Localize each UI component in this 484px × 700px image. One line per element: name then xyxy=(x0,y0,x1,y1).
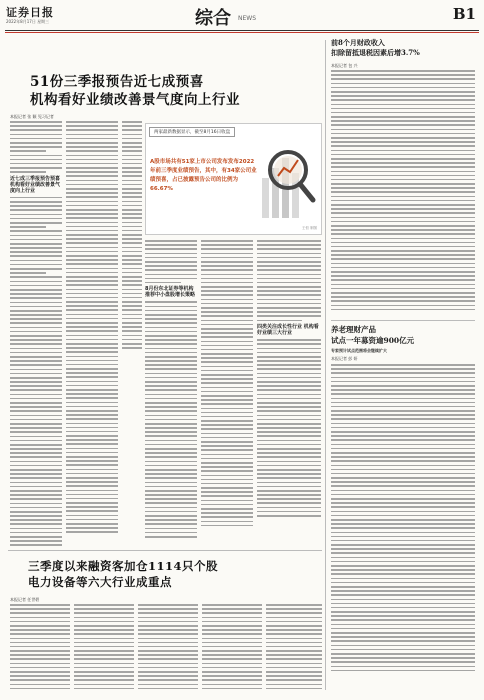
main-headline-line2: 机构看好业绩改善景气度向上行业 xyxy=(30,92,240,108)
main-column-1 xyxy=(10,121,62,546)
lower-story-divider xyxy=(8,550,322,551)
section-en: NEWS xyxy=(238,15,257,22)
main-column-3-narrow xyxy=(122,121,142,361)
lower-column-3 xyxy=(138,604,198,692)
main-column-3 xyxy=(145,240,197,546)
side-top-headline-line2: 扣除留抵退税因素后增3.7% xyxy=(331,48,420,57)
main-subhead-4: 四类关注成长性行业 机构看好业绩三大行业 xyxy=(257,324,319,337)
side-bottom-headline-line2: 试点一年募资逾900亿元 xyxy=(331,336,415,345)
main-byline: 本报记者 张 颖 见习记者 xyxy=(10,114,54,119)
lower-column-1 xyxy=(10,604,70,692)
infographic-box xyxy=(145,123,322,235)
side-top-body xyxy=(331,70,475,320)
side-top-byline: 本报记者 包 兴 xyxy=(331,63,358,68)
main-headline-line1: 51份三季报预告近七成预喜 xyxy=(30,74,204,90)
side-bottom-byline: 本报记者 彭 妍 xyxy=(331,356,358,361)
lower-byline: 本报记者 任世碧 xyxy=(10,597,40,602)
main-column-2 xyxy=(66,121,118,546)
side-bottom-subline: 专家预计试点范围将会继续扩大 xyxy=(331,348,387,353)
masthead-accent-rule xyxy=(5,32,479,33)
main-subhead-3: 8月份东北证券等机构推荐中小盘股增长策略 xyxy=(145,286,196,299)
lower-column-5 xyxy=(266,604,322,692)
side-divider xyxy=(331,320,475,321)
infographic-quote: A股市场共有51家上市公司发布发布2022年前三季度业绩预告，其中，有34家公司业绩预喜，占已披露预告公司的比例为66.67% xyxy=(150,159,257,192)
issue-date: 2022年8月17日 星期三 xyxy=(6,19,50,24)
infographic-credit: 王恒 制图 xyxy=(301,226,317,230)
lower-column-2 xyxy=(74,604,134,692)
main-column-4 xyxy=(201,240,253,546)
side-bottom-body xyxy=(331,364,475,690)
side-bottom-headline-line1: 养老理财产品 xyxy=(331,325,376,334)
section-title: 综合 xyxy=(195,8,231,29)
newspaper-logo: 证券日报 xyxy=(6,6,54,19)
side-top-headline-line1: 前8个月财政收入 xyxy=(331,38,385,47)
magnifier-chart-illustration xyxy=(258,138,318,228)
lower-headline-line2: 电力设备等六大行业成重点 xyxy=(28,575,172,589)
masthead-rule xyxy=(5,30,479,31)
infographic-label: 两家最新数据显示，截至8月16日收盘 xyxy=(149,127,235,137)
page-number: B1 xyxy=(452,5,476,23)
main-column-5 xyxy=(257,240,321,546)
main-subhead-1: 近七成三季报预告预喜 机构看好业绩改善景气度向上行业 xyxy=(10,175,61,194)
lower-column-4 xyxy=(202,604,262,692)
column-divider xyxy=(325,40,326,690)
lower-headline-line1: 三季度以来融资客加仓1114只个股 xyxy=(28,559,219,573)
